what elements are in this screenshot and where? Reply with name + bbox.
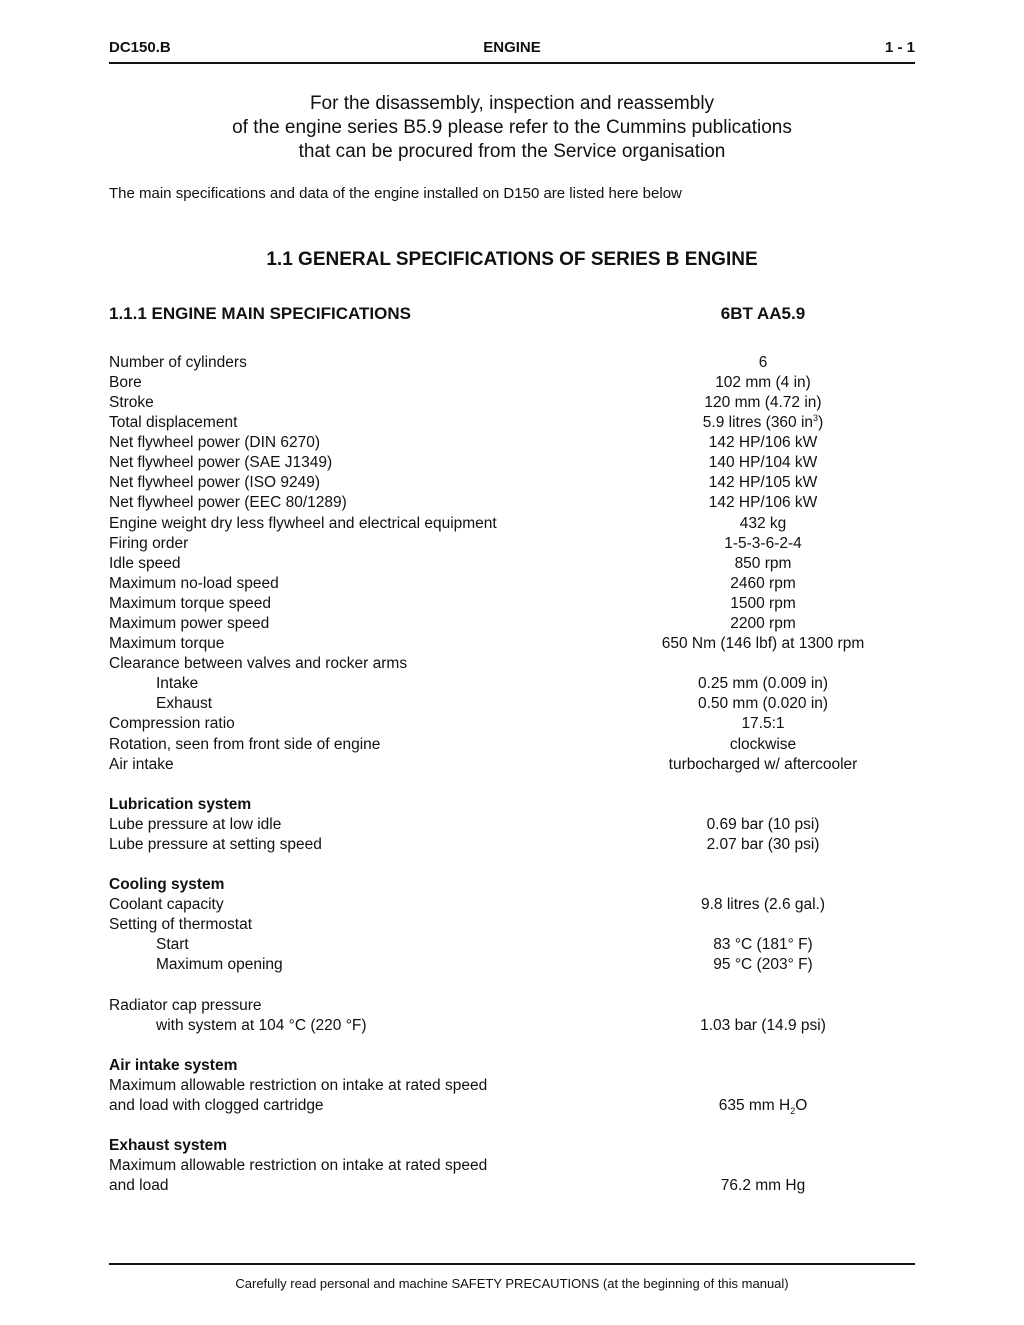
section-title: 1.1 GENERAL SPECIFICATIONS OF SERIES B ENGINE — [266, 249, 758, 270]
spec-value: 850 rpm — [734, 555, 792, 572]
spec-label: Intake — [156, 675, 199, 692]
document-code: DC150.B — [109, 39, 171, 56]
intro-line: of the engine series B5.9 please refer to the Cummins publications — [232, 117, 792, 138]
spec-value: 142 HP/106 kW — [708, 494, 818, 511]
spec-row-power-iso — [109, 474, 915, 494]
spec-label: Maximum opening — [156, 956, 283, 973]
page-header — [109, 38, 915, 64]
spec-row-exhaust-restriction-1 — [109, 1157, 915, 1177]
spec-label: Compression ratio — [109, 715, 235, 732]
spec-label: Total displacement — [109, 414, 238, 431]
exhaust-heading — [109, 1137, 915, 1157]
spec-label: Number of cylinders — [109, 354, 247, 371]
group-title: Lubrication system — [109, 796, 252, 813]
spec-value: 0.50 mm (0.020 in) — [697, 695, 829, 712]
spec-label: and load with clogged cartridge — [109, 1097, 324, 1114]
spec-row-firing-order — [109, 535, 915, 555]
spec-row-intake — [109, 675, 915, 695]
spec-value: 102 mm (4 in) — [715, 374, 811, 391]
spec-row-torque-speed — [109, 595, 915, 615]
spec-value: 142 HP/106 kW — [708, 434, 818, 451]
spec-row-exhaust-restriction-2 — [109, 1177, 915, 1197]
spec-row-bore — [109, 374, 915, 394]
spec-label: Net flywheel power (SAE J1349) — [109, 454, 333, 471]
spec-label: Firing order — [109, 535, 189, 552]
spec-value: 2.07 bar (30 psi) — [706, 836, 820, 853]
spec-label: Exhaust — [156, 695, 213, 712]
lubrication-heading — [109, 796, 915, 816]
spec-label: Air intake — [109, 756, 174, 773]
spec-row-weight — [109, 515, 915, 535]
intro-line: that can be procured from the Service organisation — [298, 141, 726, 162]
spec-row-coolant-capacity — [109, 896, 915, 916]
spec-label: Maximum torque — [109, 635, 225, 652]
spec-label: Lube pressure at low idle — [109, 816, 282, 833]
spec-value: 6 — [758, 354, 768, 371]
spec-row-rotation — [109, 736, 915, 756]
spec-value: 432 kg — [739, 515, 787, 532]
spec-label: Coolant capacity — [109, 896, 224, 913]
spec-row-air-restriction-1 — [109, 1077, 915, 1097]
spec-value: 1-5-3-6-2-4 — [724, 535, 802, 552]
group-title: Air intake system — [109, 1057, 238, 1074]
spec-row-thermostat-max — [109, 956, 915, 976]
spec-value: 650 Nm (146 lbf) at 1300 rpm — [661, 635, 865, 652]
spec-label: Maximum no-load speed — [109, 575, 279, 592]
spec-label: and load — [109, 1177, 169, 1194]
spec-row-thermostat — [109, 916, 915, 936]
spec-row-stroke — [109, 394, 915, 414]
intro-note — [109, 92, 915, 164]
spec-label: Maximum torque speed — [109, 595, 271, 612]
air-intake-heading — [109, 1057, 915, 1077]
chapter-title: ENGINE — [483, 39, 541, 56]
spec-row-compression — [109, 715, 915, 735]
spec-label: Engine weight dry less flywheel and electrical equipment — [109, 515, 497, 532]
spec-label: Net flywheel power (DIN 6270) — [109, 434, 321, 451]
spec-value: 635 mm $H_2O$ — [718, 1097, 808, 1116]
engine-model: 6BT AA5.9 — [720, 304, 806, 323]
spec-value: turbocharged w/ aftercooler — [668, 756, 858, 773]
lead-paragraph: The main specifications and data of the engine installed on D150 are listed here below — [109, 185, 682, 202]
spec-value: 9.8 litres (2.6 gal.) — [700, 896, 826, 913]
spec-row-radiator-cap — [109, 997, 915, 1017]
spec-row-cylinders — [109, 354, 915, 374]
spec-value: 2200 rpm — [730, 615, 796, 632]
spec-row-air-intake — [109, 756, 915, 776]
spec-label: Radiator cap pressure — [109, 997, 262, 1014]
spec-label: Rotation, seen from front side of engine — [109, 736, 381, 753]
spec-label: Net flywheel power (EEC 80/1289) — [109, 494, 347, 511]
spec-label: Start — [156, 936, 189, 953]
spec-value: 76.2 mm Hg — [720, 1177, 806, 1194]
spec-value: 0.69 bar (10 psi) — [706, 816, 820, 833]
spec-label: with system at 104 °C (220 °F) — [156, 1017, 367, 1034]
spec-row-lube-setting — [109, 836, 915, 856]
footer-divider — [109, 1263, 915, 1265]
spec-label: Clearance between valves and rocker arms — [109, 655, 408, 672]
spec-row-clearance — [109, 655, 915, 675]
spec-label: Bore — [109, 374, 142, 391]
spec-value: 140 HP/104 kW — [708, 454, 818, 471]
spec-label: Lube pressure at setting speed — [109, 836, 322, 853]
spec-row-noload-speed — [109, 575, 915, 595]
spec-row-thermostat-start — [109, 936, 915, 956]
spec-label: Maximum allowable restriction on intake at rated speed — [109, 1077, 488, 1094]
spec-value: 1500 rpm — [730, 595, 796, 612]
spec-value: 2460 rpm — [730, 575, 796, 592]
spec-row-lube-idle — [109, 816, 915, 836]
spec-row-air-restriction-2 — [109, 1097, 915, 1117]
spec-row-power-speed — [109, 615, 915, 635]
group-title: Exhaust system — [109, 1137, 228, 1154]
spec-value: 95 °C (203° F) — [713, 956, 813, 973]
page-number: 1 - 1 — [884, 39, 915, 56]
spec-label: Setting of thermostat — [109, 916, 253, 933]
spec-value: 142 HP/105 kW — [708, 474, 818, 491]
intro-line: For the disassembly, inspection and reassembly — [309, 93, 715, 114]
cooling-heading — [109, 876, 915, 896]
spec-value: 0.25 mm (0.009 in) — [697, 675, 829, 692]
spec-row-idle-speed — [109, 555, 915, 575]
spec-value: clockwise — [729, 736, 797, 753]
spec-value: 5.9 litres (360 $in^3$) — [702, 413, 824, 431]
group-title: Cooling system — [109, 876, 225, 893]
spec-row-power-din — [109, 434, 915, 454]
spec-row-exhaust — [109, 695, 915, 715]
spec-row-radiator-cap-detail — [109, 1017, 915, 1037]
spec-label: Net flywheel power (ISO 9249) — [109, 474, 321, 491]
subsection-title: 1.1.1 ENGINE MAIN SPECIFICATIONS — [109, 304, 411, 323]
spec-row-displacement — [109, 414, 915, 434]
spec-value: 120 mm (4.72 in) — [704, 394, 822, 411]
spec-value: 17.5:1 — [741, 715, 785, 732]
spec-label: Idle speed — [109, 555, 181, 572]
spec-label: Maximum power speed — [109, 615, 270, 632]
spec-value: 1.03 bar (14.9 psi) — [700, 1017, 826, 1034]
spec-value: 83 °C (181° F) — [713, 936, 813, 953]
spec-row-power-sae — [109, 454, 915, 474]
safety-footer: Carefully read personal and machine SAFETY PRECAUTIONS (at the beginning of this manual) — [235, 1276, 789, 1291]
spec-row-max-torque — [109, 635, 915, 655]
spec-label: Maximum allowable restriction on intake at rated speed — [109, 1157, 488, 1174]
spec-row-power-eec — [109, 494, 915, 514]
spec-label: Stroke — [109, 394, 154, 411]
